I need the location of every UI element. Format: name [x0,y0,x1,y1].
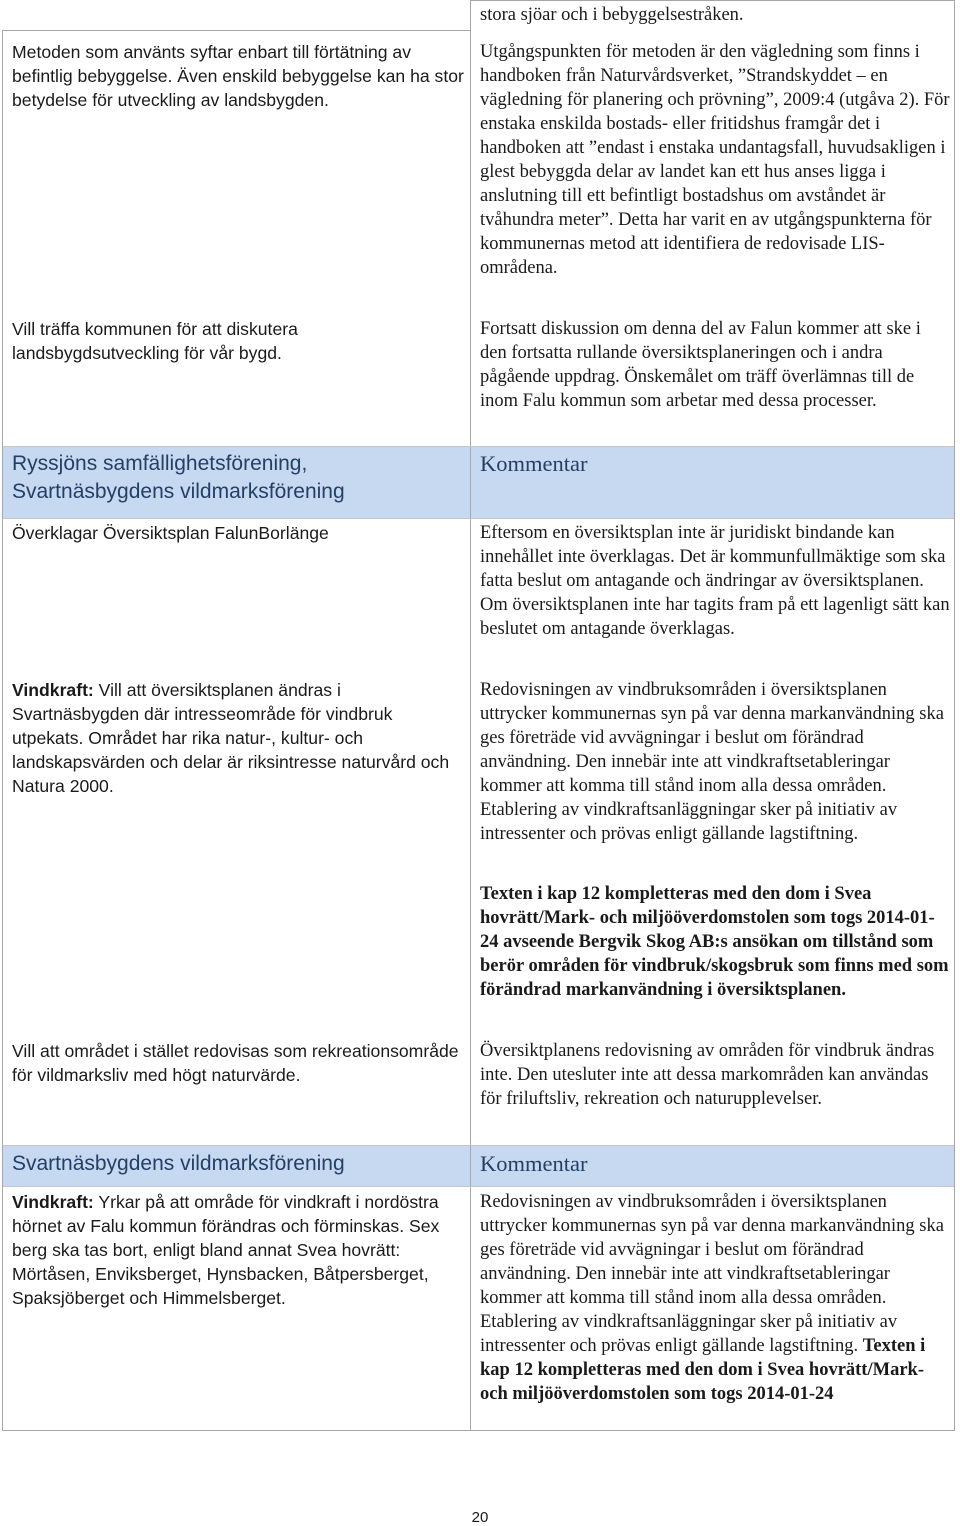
comment-heading-1: Kommentar [480,451,588,476]
recreation-request: Vill att området i stället redovisas som rekreationsområde för vildmarksliv med högt naturvärde. [12,1041,459,1085]
intro-paragraph: Metoden som använts syftar enbart till förtätning av befintlig bebyggelse. Även enskild bebyggelse kan ha stor betydelse för utveckling av landsbygden. [12,42,464,110]
continued-discussion: Fortsatt diskussion om denna del av Falun kommer att ske i den fortsatta rullande översiktsplaneringen och i andra pågående uppdrag. Önskemålet om träff överlämnas till de inom Falu kommun som arbetar med dessa processer. [480,319,921,411]
wind-text: Vill att översiktsplanen ändras i Svartnäsbygden där intresseområde för vindbruk utpekats. Området har rika natur-, kultur- och landskapsvärden och delar är riksintresse naturvård och Natura 2000. [12,680,450,796]
wind-text: Yrkar på att område för vindkraft i nordöstra hörnet av Falu kommun förändras och förminskas. Sex berg ska tas bort, enligt bland annat Svea hovrätt: Mörtåsen, Enviksberget, Hynsbacken, Båtpersberget, Spaksjöberget och Himmelsberget. [12,1192,440,1308]
wind-power-request-1 [12,678,464,798]
row-separator [3,1186,954,1187]
wind-label: Vindkraft: [12,1192,94,1212]
not-binding-paragraph: Eftersom en översiktsplan inte är juridiskt bindande kan innehållet inte överklagas. Det är kommunfullmäktige som ska fatta beslut om antagande och ändringar av översiktsplanen. Om översiktsplanen inte har tagits fram på ett lagenligt sätt kan beslutet om antagande överklagas. [480,523,950,639]
chapter-12-bold: Texten i kap 12 kompletteras med den dom i Svea hovrätt/Mark- och miljööverdomstolen som togs 2014-01-24 avseende Bergvik Skog AB:s ansökan om tillstånd som berör områden för vindbruk/skogsbruk som finns med som förändrad markanvändning i översiktsplanen. [480,884,949,1000]
right-top-border [470,0,955,1]
chapter-12-bold-2: Texten i kap 12 kompletteras med den dom i Svea hovrätt/Mark- och miljööverdomstolen som togs 2014-01-24 [480,1336,926,1404]
left-border [2,30,3,1430]
unchanged-paragraph: Översiktplanens redovisning av områden för vindbruk ändras inte. Den utesluter inte att dessa markområden kan användas för friluftsliv, rekreation och naturupplevelser. [480,1041,935,1109]
meeting-request: Vill träffa kommunen för att diskutera landsbygdsutveckling för vår bygd. [12,319,298,363]
row-separator [3,1145,954,1146]
wind-areas-text: Redovisningen av vindbruksområden i översiktsplanen uttrycker kommunernas syn på var denna markanvändning ska ges företräde vid avvägningar i beslut om förändrad användning. Den innebär inte att vindkraftsetableringar kommer att komma till stånd inom alla dessa områden. Etablering av vindkraftsanläggningar sker på initiativ av intressenter och prövas enligt gällande lagstiftning. [480,1192,944,1356]
left-top-border [2,30,471,31]
column-divider [470,0,471,1430]
wind-power-request-2 [12,1190,464,1310]
appeal-statement: Överklagar Översiktsplan FalunBorlänge [12,523,329,543]
continued-line: stora sjöar och i bebyggelsestråken. [480,5,744,25]
page-number: 20 [471,1509,489,1526]
row-separator [3,446,954,447]
row-separator [3,518,954,519]
section-heading-svartnas: Svartnäsbygdens vildmarksförening [12,1152,345,1175]
wind-areas-paragraph: Redovisningen av vindbruksområden i översiktsplanen uttrycker kommunernas syn på var denna markanvändning ska ges företräde vid avvägningar i beslut om förändrad användning. Den innebär inte att vindkraftsetableringar kommer att komma till stånd inom alla dessa områden. Etablering av vindkraftsanläggningar sker på initiativ av intressenter och prövas enligt gällande lagstiftning. [480,680,944,844]
wind-label: Vindkraft: [12,680,94,700]
comment-heading-2: Kommentar [480,1151,588,1176]
chapter-12-note [480,882,950,1002]
method-paragraph: Utgångspunkten för metoden är den vägledning som finns i handboken från Naturvårdsverket, ”Strandskyddet – en vägledning för planering och prövning”, 2009:4 (utgåva 2). För enstaka enskilda bostads- eller fritidshus framgår det i handboken att ”endast i enstaka undantagsfall, huvudsakligen i glest bebyggda delar av landet kan ett hus anses ligga i anslutning till ett befintligt bostadshus om avståndet är tvåhundra meter”. Detta har varit en av utgångspunkterna för kommunernas metod att identifiera de redovisade LIS-områdena. [480,42,950,278]
section-heading-ryssjon: Ryssjöns samfällighetsförening, Svartnäsbygdens vildmarksförening [12,452,345,503]
wind-areas-paragraph-2 [480,1190,950,1406]
